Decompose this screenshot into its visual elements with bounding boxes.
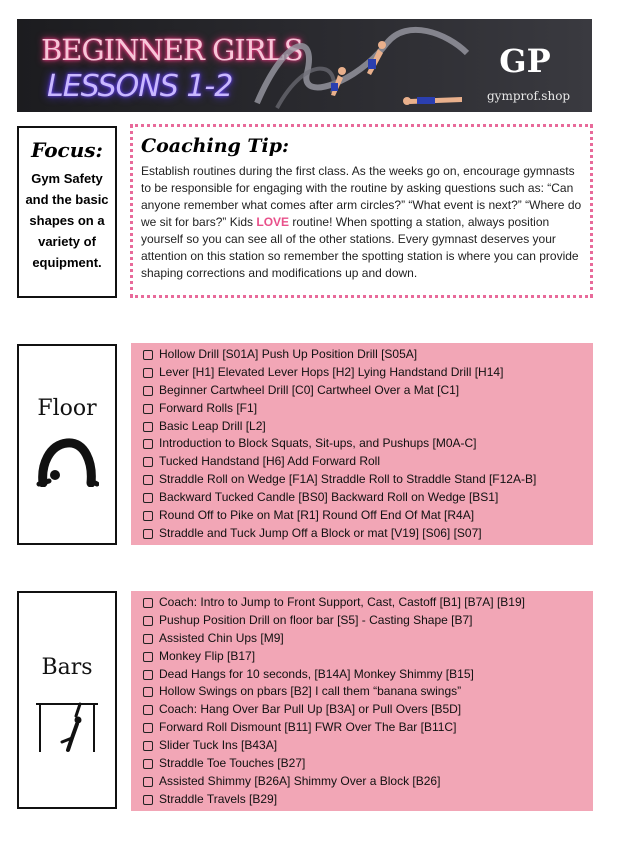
list-item[interactable]: Straddle and Tuck Jump Off a Block or mat [V19] [S06] [S07] bbox=[131, 525, 593, 543]
tip-text-after: routine! When spotting a station, always position yourself so you can see all of the other stations. Every gymnast deserves your attention on this station so remember the spotting station is where you can provide shaping corrections and modifications up and down. bbox=[141, 215, 579, 280]
checkbox[interactable] bbox=[143, 404, 153, 414]
bridge-gymnast-icon bbox=[35, 435, 99, 487]
list-item[interactable]: Dead Hangs for 10 seconds, [B14A] Monkey Shimmy [B15] bbox=[131, 666, 593, 684]
checkbox[interactable] bbox=[143, 634, 153, 644]
title-line-2: LESSONS 1-2 bbox=[47, 69, 233, 104]
list-item[interactable]: Round Off to Pike on Mat [R1] Round Off End Of Mat [R4A] bbox=[131, 507, 593, 525]
title-line-1: BEGINNER GIRLS bbox=[41, 33, 303, 67]
gp-logo bbox=[497, 41, 553, 81]
list-item[interactable]: Pushup Position Drill on floor bar [S5] - Casting Shape [B7] bbox=[131, 612, 593, 630]
checkbox[interactable] bbox=[143, 741, 153, 751]
tip-text-before: Establish routines during the first class. As the weeks go on, encourage gymnasts to be responsible for engaging with the routine by asking questions such as: “Can anyone remember what comes after arm circles?” “What event is next?” “Where do we sit for bars?” Kids bbox=[141, 164, 582, 229]
tip-highlight: LOVE bbox=[256, 215, 290, 229]
list-item[interactable]: Coach: Hang Over Bar Pull Up [B3A] or Pull Overs [B5D] bbox=[131, 701, 593, 719]
checkbox[interactable] bbox=[143, 705, 153, 715]
focus-box bbox=[17, 126, 117, 298]
checkbox[interactable] bbox=[143, 529, 153, 539]
list-item[interactable]: Beginner Cartwheel Drill [C0] Cartwheel Over a Mat [C1] bbox=[131, 382, 593, 400]
checkbox[interactable] bbox=[143, 457, 153, 467]
list-item[interactable]: Basic Leap Drill [L2] bbox=[131, 418, 593, 436]
checkbox[interactable] bbox=[143, 670, 153, 680]
checkbox[interactable] bbox=[143, 759, 153, 769]
coaching-tip-text bbox=[141, 163, 584, 282]
checkbox[interactable] bbox=[143, 386, 153, 396]
coaching-tip-box bbox=[130, 124, 593, 298]
checkbox[interactable] bbox=[143, 511, 153, 521]
list-item[interactable]: Slider Tuck Ins [B43A] bbox=[131, 737, 593, 755]
list-item[interactable]: Backward Tucked Candle [BS0] Backward Roll on Wedge [BS1] bbox=[131, 489, 593, 507]
list-item[interactable]: Forward Roll Dismount [B11] FWR Over The Bar [B11C] bbox=[131, 719, 593, 737]
checkbox[interactable] bbox=[143, 687, 153, 697]
list-item[interactable]: Coach: Intro to Jump to Front Support, Cast, Castoff [B1] [B7A] [B19] bbox=[131, 594, 593, 612]
checkbox[interactable] bbox=[143, 723, 153, 733]
checkbox[interactable] bbox=[143, 439, 153, 449]
list-item[interactable]: Assisted Chin Ups [M9] bbox=[131, 630, 593, 648]
list-item[interactable]: Straddle Roll on Wedge [F1A] Straddle Roll to Straddle Stand [F12A-B] bbox=[131, 471, 593, 489]
checkbox[interactable] bbox=[143, 350, 153, 360]
list-item[interactable]: Straddle Toe Touches [B27] bbox=[131, 755, 593, 773]
checkbox[interactable] bbox=[143, 422, 153, 432]
floor-label: Floor bbox=[37, 396, 97, 421]
list-item[interactable]: Lever [H1] Elevated Lever Hops [H2] Lying Handstand Drill [H14] bbox=[131, 364, 593, 382]
gymnast-ribbon-illustration bbox=[247, 23, 477, 111]
bars-label: Bars bbox=[41, 655, 93, 680]
floor-checklist bbox=[131, 343, 593, 545]
checkbox[interactable] bbox=[143, 368, 153, 378]
checkbox[interactable] bbox=[143, 652, 153, 662]
bars-label-box bbox=[17, 591, 117, 809]
checkbox[interactable] bbox=[143, 616, 153, 626]
checkbox[interactable] bbox=[143, 493, 153, 503]
checkbox[interactable] bbox=[143, 475, 153, 485]
list-item[interactable]: Forward Rolls [F1] bbox=[131, 400, 593, 418]
checkbox[interactable] bbox=[143, 795, 153, 805]
list-item[interactable]: Monkey Flip [B17] bbox=[131, 648, 593, 666]
list-item[interactable]: Tucked Handstand [H6] Add Forward Roll bbox=[131, 453, 593, 471]
checkbox[interactable] bbox=[143, 777, 153, 787]
list-item[interactable]: Introduction to Block Squats, Sit-ups, and Pushups [M0A-C] bbox=[131, 435, 593, 453]
focus-heading: Focus: bbox=[31, 138, 103, 162]
coaching-tip-heading: Coaching Tip: bbox=[141, 135, 290, 157]
header-banner bbox=[17, 19, 592, 112]
list-item[interactable]: Assisted Shimmy [B26A] Shimmy Over a Block [B26] bbox=[131, 773, 593, 791]
list-item[interactable]: Hollow Drill [S01A] Push Up Position Drill [S05A] bbox=[131, 346, 593, 364]
logo-text: GP bbox=[499, 42, 551, 80]
list-item[interactable]: Straddle Travels [B29] bbox=[131, 791, 593, 809]
bar-gymnast-icon bbox=[32, 694, 102, 754]
focus-text: Gym Safety and the basic shapes on a variety of equipment. bbox=[25, 171, 109, 270]
checkbox[interactable] bbox=[143, 598, 153, 608]
bars-checklist bbox=[131, 591, 593, 811]
floor-label-box bbox=[17, 344, 117, 545]
site-url: gymprof.shop bbox=[487, 89, 571, 103]
list-item[interactable]: Hollow Swings on pbars [B2] I call them “banana swings” bbox=[131, 683, 593, 701]
